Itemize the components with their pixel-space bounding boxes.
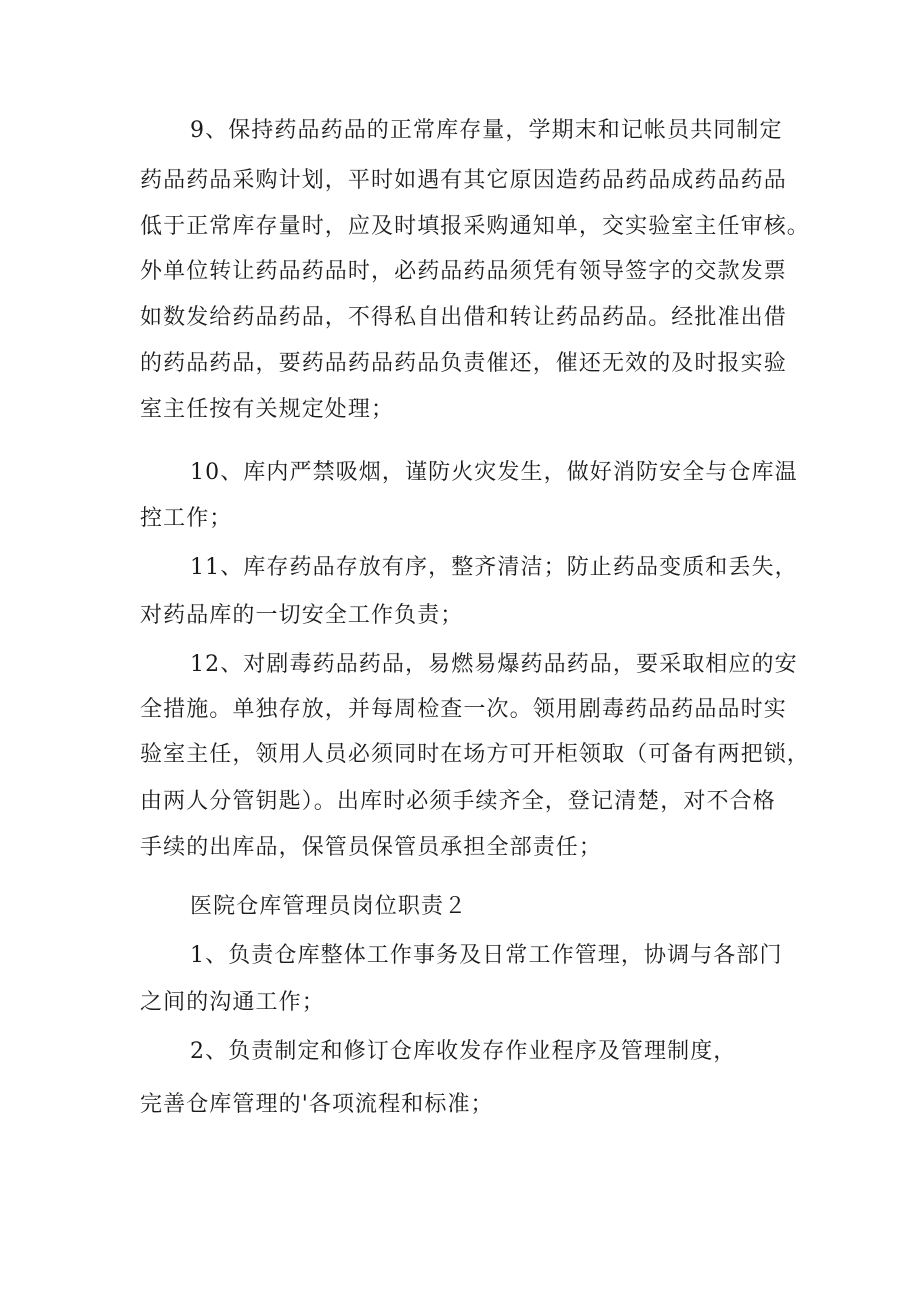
text-line: 10、库内严禁吸烟，谨防火灾发生，做好消防安全与仓库温 bbox=[190, 460, 798, 485]
text-line: 之间的沟通工作； bbox=[140, 990, 325, 1015]
text-line: 低于正常库存量时，应及时填报采购通知单，交实验室主任审核。 bbox=[140, 214, 810, 239]
text-line: 9、保持药品药品的正常库存量，学期末和记帐员共同制定 bbox=[190, 118, 783, 143]
text-line: 12、对剧毒药品药品，易燃易爆药品药品，要采取相应的安 bbox=[190, 652, 798, 677]
text-line: 手续的出库品，保管员保管员承担全部责任； bbox=[140, 835, 603, 860]
text-line: 11、库存药品存放有序，整齐清洁；防止药品变质和丢失， bbox=[190, 555, 798, 580]
text-line: 药品药品采购计划，平时如遇有其它原因造药品药品成药品药品 bbox=[140, 168, 787, 193]
text-line: 的药品药品，要药品药品药品负责催还，催还无效的及时报实验 bbox=[140, 351, 787, 376]
text-line: 验室主任，领用人员必须同时在场方可开柜领取（可备有两把锁， bbox=[140, 742, 810, 767]
text-line: 完善仓库管理的'各项流程和标准； bbox=[140, 1092, 494, 1117]
section-heading: 医院仓库管理员岗位职责２ bbox=[190, 894, 468, 919]
text-line: 控工作； bbox=[140, 506, 233, 531]
text-line: 全措施。单独存放，并每周检查一次。领用剧毒药品药品品时实 bbox=[140, 697, 787, 722]
text-line: 室主任按有关规定处理； bbox=[140, 397, 395, 422]
text-line: 如数发给药品药品，不得私自出借和转让药品药品。经批准出借 bbox=[140, 305, 787, 330]
text-line: 外单位转让药品药品时，必药品药品须凭有领导签字的交款发票 bbox=[140, 259, 787, 284]
text-line: 对药品库的一切安全工作负责； bbox=[140, 603, 464, 628]
text-line: 2、负责制定和修订仓库收发存作业程序及管理制度， bbox=[190, 1039, 737, 1064]
text-line: 1、负责仓库整体工作事务及日常工作管理，协调与各部门 bbox=[190, 943, 783, 968]
text-line: 由两人分管钥匙）。出库时必须手续齐全，登记清楚，对不合格 bbox=[140, 789, 776, 814]
